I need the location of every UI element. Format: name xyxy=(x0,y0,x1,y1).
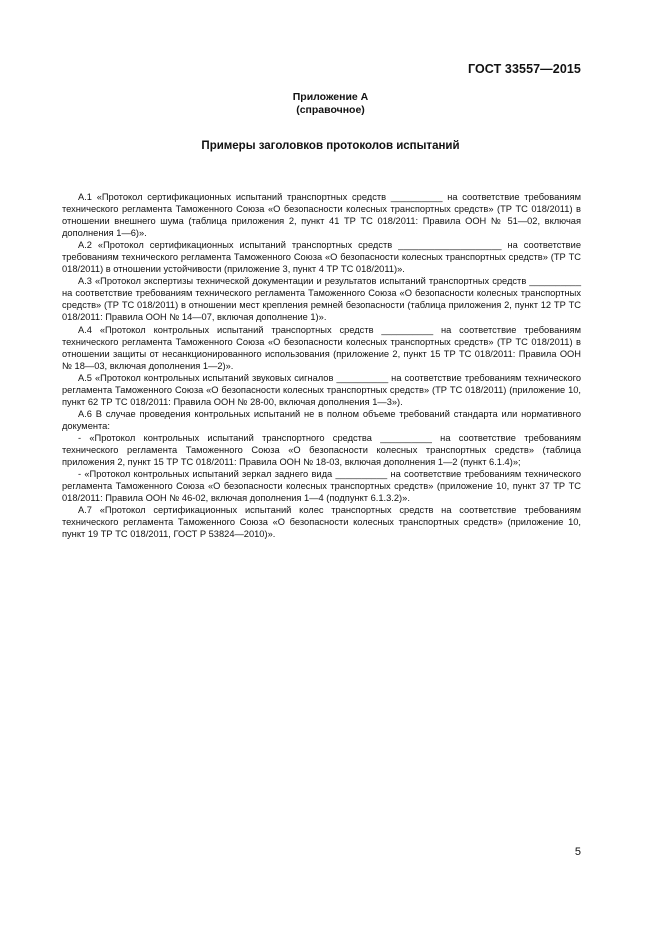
paragraph-a1: А.1 «Протокол сертификационных испытаний транспортных средств __________ на соответствие требованиям технического регламента Таможенного Союза «О безопасности колесных транспортных средств» (ТР ТС 018/2011) в отношении внешнего шума (таблица приложения 2, пункт 41 ТР ТС 018/2011: Правила ООН № 51—02, включая дополнения 1—6)». xyxy=(62,192,581,239)
page-title: Примеры заголовков протоколов испытаний xyxy=(201,140,460,152)
page-number: 5 xyxy=(574,846,581,858)
paragraph-a6-item-1: - «Протокол контрольных испытаний транспортного средства __________ на соответствие требованиям технического регламента Таможенного Союза «О безопасности колесных транспортных средств» (таблица приложения 2, пункт 15 ТР ТС 018/2011: Правила ООН № 18-03, включая дополнения 1—2 (пункт 6.1.4)»; xyxy=(62,432,581,468)
document-code: ГОСТ 33557—2015 xyxy=(467,62,581,76)
paragraph-a7: А.7 «Протокол сертификационных испытаний колес транспортных средств на соответствие требованиям технического регламента Таможенного Союза «О безопасности колесных транспортных средств» (приложение 10, пункт 19 ТР ТС 018/2011, ГОСТ Р 53824—2010)». xyxy=(62,505,581,540)
appendix-type: (справочное) xyxy=(296,104,365,116)
appendix-heading xyxy=(0,91,661,117)
body-text xyxy=(62,191,581,540)
paragraph-a6-item-2: - «Протокол контрольных испытаний зеркал заднего вида __________ на соответствие требованиям технического регламента Таможенного Союза «О безопасности колесных транспортных средств» (приложение 10, пункт 37 ТР ТС 018/2011: Правила ООН № 46-02, включая дополнения 1—4 (подпункт 6.1.3.2)». xyxy=(62,469,581,504)
paragraph-a2: А.2 «Протокол сертификационных испытаний транспортных средств ____________________ на соответствие требованиям технического регламента Таможенного Союза «О безопасности колесных транспортных средств» (ТР ТС 018/2011) в отношении устойчивости (приложение 3, пункт 4 ТР ТС 018/2011)». xyxy=(62,240,581,275)
paragraph-a4: А.4 «Протокол контрольных испытаний транспортных средств __________ на соответствие требованиям технического регламента Таможенного Союза «О безопасности колесных транспортных средств» (ТР ТС 018/2011) в отношении защиты от несанкционированного использования (приложение 2, пункт 15 ТР ТС 018/2011: Правила ООН № 18—03, включая дополнения 1—2)». xyxy=(62,324,581,371)
paragraph-a6: А.6 В случае проведения контрольных испытаний не в полном объеме требований стандарта или нормативного документа: xyxy=(62,408,581,431)
paragraph-a5: А.5 «Протокол контрольных испытаний звуковых сигналов __________ на соответствие требованиям технического регламента Таможенного Союза «О безопасности колесных транспортных средств» (ТР ТС 018/2011) (приложение 10, пункт 62 ТР ТС 018/2011: Правила ООН № 28-00, включая дополнения 1—3»). xyxy=(62,372,581,407)
appendix-label: Приложение А xyxy=(292,91,369,103)
paragraph-a3: А.3 «Протокол экспертизы технической документации и результатов испытаний транспортных средств __________ на соответствие требованиям технического регламента Таможенного Союза «О безопасности колесных транспортных средств» (ТР ТС 018/2011) в отношении мест крепления ремней безопасности (таблица приложения 2, пункт 12 ТР ТС 018/2011: Правила ООН № 14—07, включая дополнение 1)». xyxy=(62,276,581,323)
